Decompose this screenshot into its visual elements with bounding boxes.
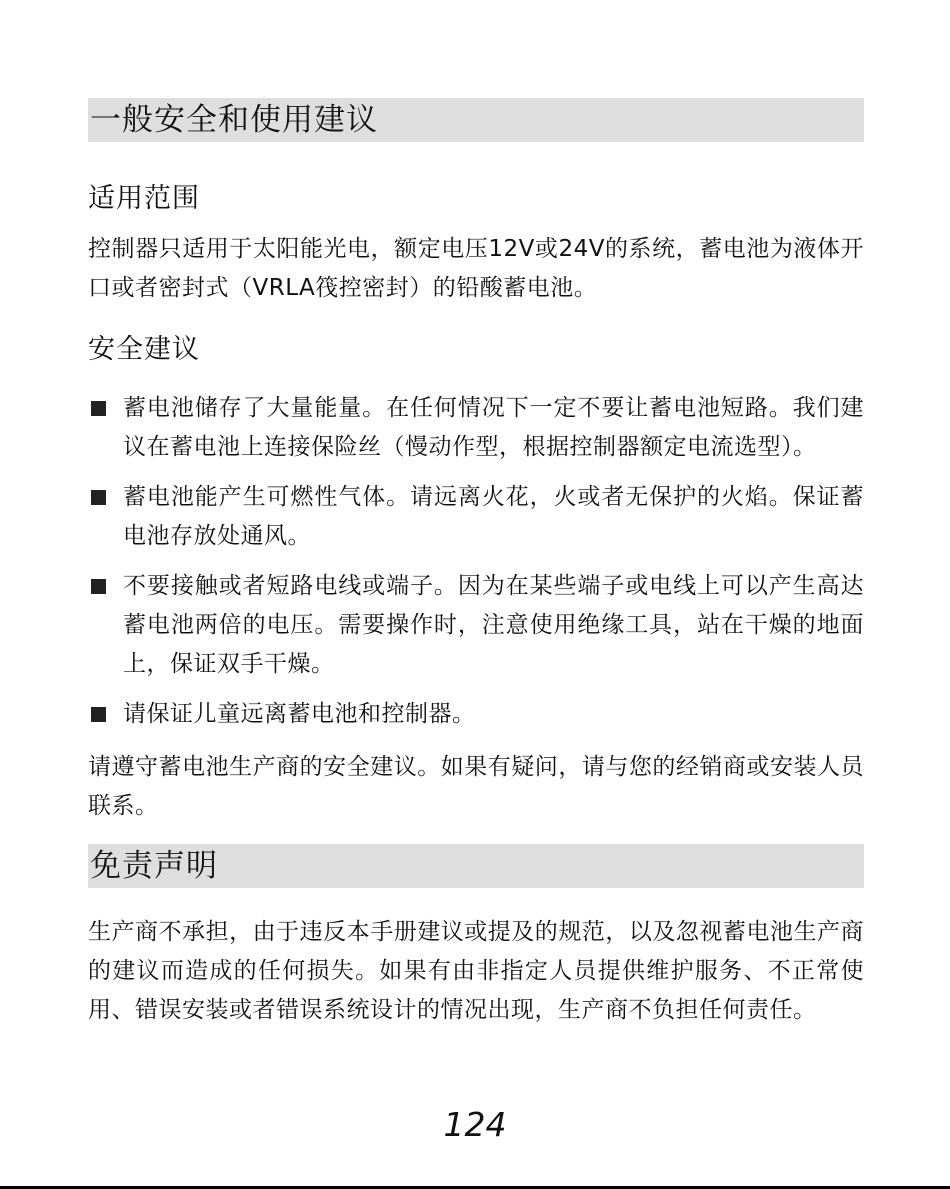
square-bullet-icon [91, 707, 106, 722]
closing-paragraph: 请遵守蓄电池生产商的安全建议。如果有疑问，请与您的经销商或安装人员联系。 [88, 754, 864, 819]
safety-bullet-item [88, 695, 864, 734]
scope-heading: 适用范围 [88, 183, 200, 214]
safety-bullet-item [88, 567, 864, 684]
square-bullet-icon [91, 401, 106, 416]
manual-page [88, 98, 864, 1030]
safety-advice-heading: 安全建议 [88, 334, 200, 365]
bullet-text: 蓄电池储存了大量能量。在任何情况下一定不要让蓄电池短路。我们建议在蓄电池上连接保险丝（慢动作型，根据控制器额定电流选型）。 [123, 395, 864, 460]
safety-bullet-item [88, 478, 864, 556]
scope-paragraph: 控制器只适用于太阳能光电，额定电压12V或24V的系统，蓄电池为液体开口或者密封式（VRLA筏控密封）的铅酸蓄电池。 [88, 236, 864, 301]
page-number: 124 [443, 1105, 507, 1144]
bullet-text: 蓄电池能产生可燃性气体。请远离火花，火或者无保护的火焰。保证蓄电池存放处通风。 [123, 484, 864, 549]
safety-bullet-item [88, 389, 864, 467]
section-title-general-safety: 一般安全和使用建议 [88, 98, 864, 142]
disclaimer-paragraph: 生产商不承担，由于违反本手册建议或提及的规范，以及忽视蓄电池生产商的建议而造成的任何损失。如果有由非指定人员提供维护服务、不正常使用、错误安装或者错误系统设计的情况出现，生产商不负担任何责任。 [88, 919, 864, 1023]
bullet-text: 请保证儿童远离蓄电池和控制器。 [123, 701, 476, 727]
square-bullet-icon [91, 579, 106, 594]
bullet-text: 不要接触或者短路电线或端子。因为在某些端子或电线上可以产生高达蓄电池两倍的电压。需要操作时，注意使用绝缘工具，站在干燥的地面上，保证双手干燥。 [123, 573, 864, 677]
square-bullet-icon [91, 490, 106, 505]
safety-bullet-list [88, 389, 864, 734]
section-title-disclaimer: 免责声明 [88, 844, 864, 888]
